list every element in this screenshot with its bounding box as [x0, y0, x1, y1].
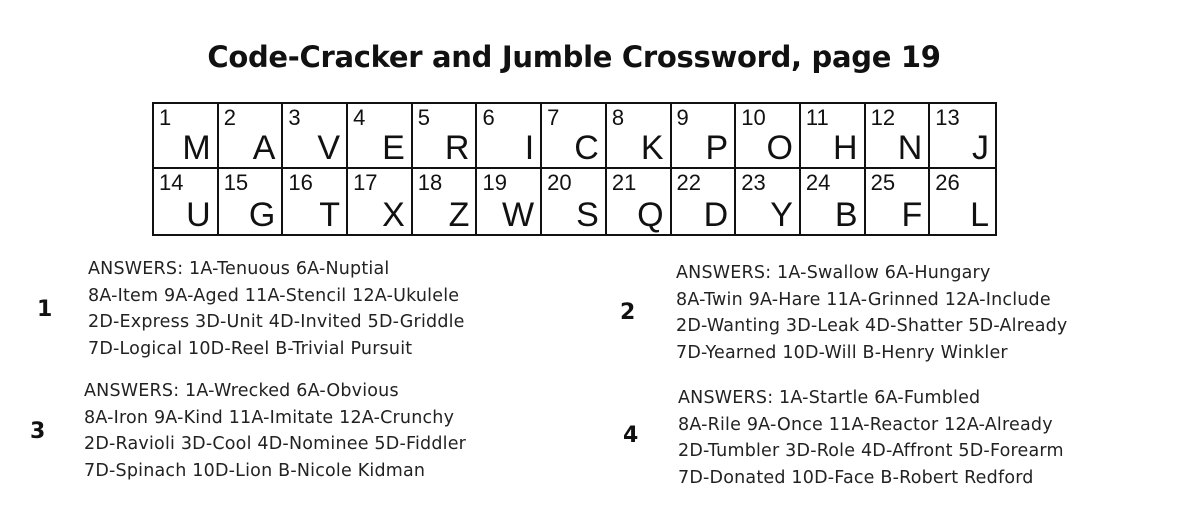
answer-line: 7D-Donated 10D-Face B-Robert Redford [678, 467, 1034, 488]
key-cell-letter: J [971, 128, 989, 167]
answer-line: ANSWERS: 1A-Tenuous 6A-Nuptial [88, 259, 390, 279]
key-cell [930, 169, 995, 234]
key-cell-letter: Y [770, 195, 793, 234]
key-cell-number: 26 [935, 170, 960, 195]
puzzle-answers-3 [84, 378, 466, 484]
key-cell [607, 169, 672, 234]
key-cell-letter: U [186, 195, 211, 234]
puzzle-answers-2 [676, 260, 1068, 366]
key-cell-letter: G [248, 195, 276, 234]
key-cell-number: 19 [482, 170, 507, 195]
key-cell [607, 104, 672, 169]
key-cell-letter: B [834, 195, 858, 234]
key-cell-letter: P [705, 128, 729, 167]
key-cell-number: 14 [159, 170, 184, 195]
key-cell-number: 23 [741, 170, 766, 195]
key-cell-number: 6 [482, 105, 495, 130]
answer-line: ANSWERS: 1A-Startle 6A-Fumbled [678, 388, 981, 408]
key-cell-letter: W [502, 195, 535, 234]
puzzle-number-1: 1 [37, 297, 53, 322]
answer-line: 2D-Tumbler 3D-Role 4D-Affront 5D-Forearm [678, 441, 1064, 461]
key-cell [672, 169, 737, 234]
key-cell-number: 17 [353, 170, 378, 195]
puzzle-number-3: 3 [30, 419, 46, 444]
key-cell-number: 18 [417, 170, 443, 195]
key-cell-letter: V [317, 128, 341, 167]
puzzle-number-2: 2 [620, 300, 636, 325]
key-cell-number: 11 [805, 105, 829, 130]
key-cell-letter: F [901, 195, 923, 234]
key-cell-letter: L [970, 195, 989, 234]
key-cell [219, 104, 284, 169]
key-cell-letter: A [252, 128, 276, 167]
answer-line: 8A-Rile 9A-Once 11A-Reactor 12A-Already [678, 414, 1053, 435]
answer-line: 2D-Wanting 3D-Leak 4D-Shatter 5D-Already [676, 316, 1068, 336]
puzzle-number-4: 4 [623, 423, 639, 448]
answer-line: 7D-Logical 10D-Reel B-Trivial Pursuit [88, 338, 413, 359]
answer-line: 8A-Item 9A-Aged 11A-Stencil 12A-Ukulele [88, 285, 460, 306]
key-cell-letter: O [766, 128, 793, 167]
answer-line: 8A-Twin 9A-Hare 11A-Grinned 12A-Include [676, 289, 1051, 310]
key-cell [736, 104, 801, 169]
answer-line: 2D-Ravioli 3D-Cool 4D-Nominee 5D-Fiddler [84, 434, 467, 454]
key-cell [283, 169, 348, 234]
answer-line: 8A-Iron 9A-Kind 11A-Imitate 12A-Crunchy [84, 407, 455, 428]
key-cell-letter: D [703, 195, 729, 234]
key-cell [413, 169, 478, 234]
key-cell-letter: H [833, 128, 858, 167]
key-cell [866, 104, 931, 169]
key-cell [477, 104, 542, 169]
key-cell-letter: T [319, 195, 341, 234]
key-cell-letter: M [182, 128, 211, 167]
key-cell-number: 20 [547, 170, 572, 195]
answer-line: ANSWERS: 1A-Swallow 6A-Hungary [676, 263, 991, 283]
key-cell-letter: S [576, 195, 599, 234]
key-cell-number: 15 [223, 170, 249, 195]
key-cell-number: 8 [611, 105, 625, 130]
key-cell-number: 7 [547, 105, 560, 130]
key-cell-letter: C [574, 128, 599, 167]
key-cell-number: 24 [805, 170, 831, 195]
key-cell-number: 4 [353, 105, 366, 130]
key-cell-number: 2 [223, 105, 236, 130]
key-cell-number: 21 [611, 170, 637, 195]
key-cell-number: 12 [870, 105, 896, 130]
key-cell [672, 104, 737, 169]
key-cell [542, 169, 607, 234]
key-cell [801, 169, 866, 234]
key-cell-letter: I [524, 128, 535, 167]
key-cell [348, 169, 413, 234]
answer-line: 2D-Express 3D-Unit 4D-Invited 5D-Griddle [88, 312, 465, 332]
key-cell [413, 104, 478, 169]
answer-line: ANSWERS: 1A-Wrecked 6A-Obvious [84, 381, 399, 401]
key-cell [154, 169, 219, 234]
puzzle-answers-4 [678, 385, 1064, 491]
key-cell [348, 104, 413, 169]
key-cell-number: 1 [159, 105, 172, 130]
key-cell-letter: E [382, 128, 405, 167]
key-cell-number: 3 [288, 105, 301, 130]
key-cell [736, 169, 801, 234]
key-cell [542, 104, 607, 169]
answer-line: 7D-Yearned 10D-Will B-Henry Winkler [676, 342, 1008, 363]
key-cell-number: 10 [741, 105, 766, 130]
page-title: Code-Cracker and Jumble Crossword, page 19 [207, 40, 941, 74]
key-cell-number: 16 [288, 170, 313, 195]
key-cell-number: 25 [870, 170, 896, 195]
key-cell-letter: R [444, 128, 470, 167]
key-cell [477, 169, 542, 234]
key-cell-letter: K [640, 128, 664, 167]
answer-line: 7D-Spinach 10D-Lion B-Nicole Kidman [84, 460, 426, 481]
key-cell [866, 169, 931, 234]
key-cell [154, 104, 219, 169]
key-cell [283, 104, 348, 169]
key-cell-letter: N [897, 128, 923, 167]
key-cell [930, 104, 995, 169]
key-cell-letter: X [382, 195, 405, 234]
key-cell-number: 22 [676, 170, 702, 195]
key-cell-letter: Z [448, 195, 470, 234]
key-cell-number: 13 [935, 105, 960, 130]
key-cell-number: 9 [676, 105, 689, 130]
key-cell [801, 104, 866, 169]
key-cell [219, 169, 284, 234]
key-cell-letter: Q [637, 195, 664, 234]
key-cell-number: 5 [417, 105, 431, 130]
code-key-grid [152, 102, 997, 236]
puzzle-answers-1 [88, 256, 465, 362]
